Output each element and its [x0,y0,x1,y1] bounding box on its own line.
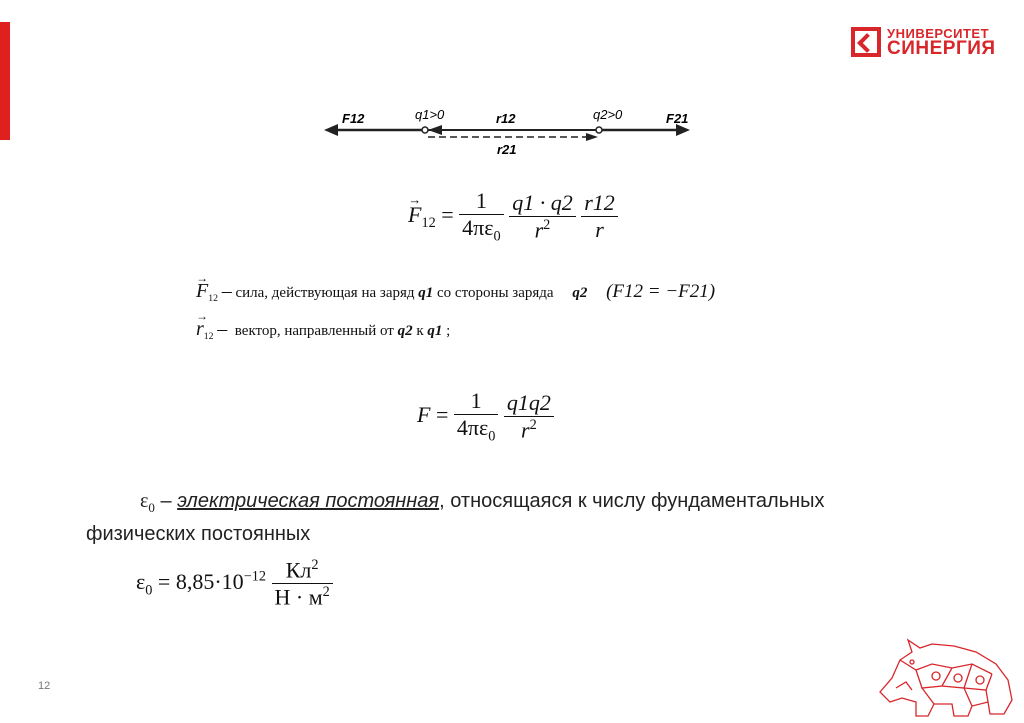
formula1-lhs: → F [408,202,421,228]
r12-arrowhead-icon [428,125,442,135]
def2-symbol-sub: 12 [203,331,214,342]
def2-dash: – [217,318,228,340]
logo-bottom-text: СИНЕРГИЯ [887,38,996,59]
def1-relation: (F12 = −F21) [606,281,716,302]
def1-text: сила, действующая на заряд [235,285,415,301]
formula3-unit-den-sup: 2 [322,584,330,601]
formula3-unit-num: Кл [285,557,312,583]
def2-q1: q1 [427,323,443,339]
label-f21: F21 [666,111,689,126]
formula2-num1: 1 [454,388,499,415]
def2-k: к [416,323,424,339]
definition-f12 [196,280,715,304]
accent-bar [0,22,10,140]
formula1-frac2 [509,190,576,243]
epsilon-term: электрическая постоянная [177,490,440,512]
formula3-unit-frac [272,557,333,611]
formula1-frac1 [459,188,504,245]
formula3-unit-den: Н · м [274,584,323,610]
logo-top-text: УНИВЕРСИТЕТ [887,26,990,41]
charges-diagram [320,93,700,161]
epsilon-description-line2: физических постоянных [86,523,311,545]
def2-q2: q2 [397,323,413,339]
formula3-exp: −12 [243,568,267,585]
def2-end: ; [446,323,451,339]
formula1-frac3 [581,190,618,243]
formula-coulomb-scalar: F = $\frac{1}{4\pi\varepsilon_0}$ $\frac{q1q2}{r^2}$ [417,388,554,445]
def1-symbol-sub: 12 [208,293,218,304]
formula2-frac2 [504,390,554,443]
label-q2: q2>0 [593,107,623,122]
epsilon-description-line1 [140,490,1000,516]
r21-arrowhead-icon [586,133,598,141]
formula-coulomb-vector: → $F_{12}$ = $\frac{1}{4\pi\varepsilon_0}$ $\frac{q1 \cdot q2}{r^2}$ $\frac{r12}{r}$ [408,188,618,245]
label-q1: q1>0 [415,107,445,122]
formula2-den1-sub: 0 [488,428,496,445]
formula1-den1-sub: 0 [493,228,501,245]
epsilon-rest: , относящаяся к числу фундаментальных [439,490,825,512]
formula2-frac1 [454,388,499,445]
formula2-num2: q1q2 [504,390,554,417]
charge-q1 [422,127,428,133]
formula2-den1: 4πε [456,415,489,440]
formula1-den2: r [534,217,544,243]
formula3-lhs-sub: 0 [145,582,153,599]
formula1-num1: 1 [459,188,504,215]
formula-epsilon-value [136,557,333,611]
formula1-num3: r12 [581,190,618,217]
def2-symbol: → r [196,318,204,341]
epsilon-dash: – [160,490,172,512]
def1-q2: q2 [572,285,588,301]
def1-dash: – [221,280,232,302]
def1-text2: со стороны заряда [437,285,554,301]
definition-r12 [196,318,450,342]
def2-text: вектор, направленный от [234,323,394,339]
formula3-value: = 8,85·10 [157,568,244,594]
formula1-den1: 4πε [462,215,494,240]
def1-symbol: → F [196,280,208,303]
force-f12-arrowhead-icon [324,124,338,136]
label-r21: r21 [497,142,517,157]
university-logo[interactable] [851,24,1001,64]
rhino-mascot-icon [872,630,1022,720]
formula1-den2-sup: 2 [543,217,551,234]
def1-q1: q1 [418,285,434,301]
epsilon-symbol: ε [140,490,149,512]
formula2-lhs: F [417,401,431,427]
formula2-den2: r [521,417,530,443]
epsilon-sub: 0 [148,500,155,515]
formula1-num2: q1 · q2 [509,190,576,217]
formula3-unit-num-sup: 2 [311,557,319,573]
formula1-lhs-sub: 12 [421,215,436,232]
formula1-den3: r [595,217,604,243]
charge-q2 [596,127,602,133]
page-number: 12 [38,680,51,692]
formula3-lhs: ε [136,568,146,594]
label-f12: F12 [342,111,365,126]
formula2-den2-sup: 2 [529,417,537,434]
logo-mark-icon [851,27,881,57]
label-r12: r12 [496,111,516,126]
